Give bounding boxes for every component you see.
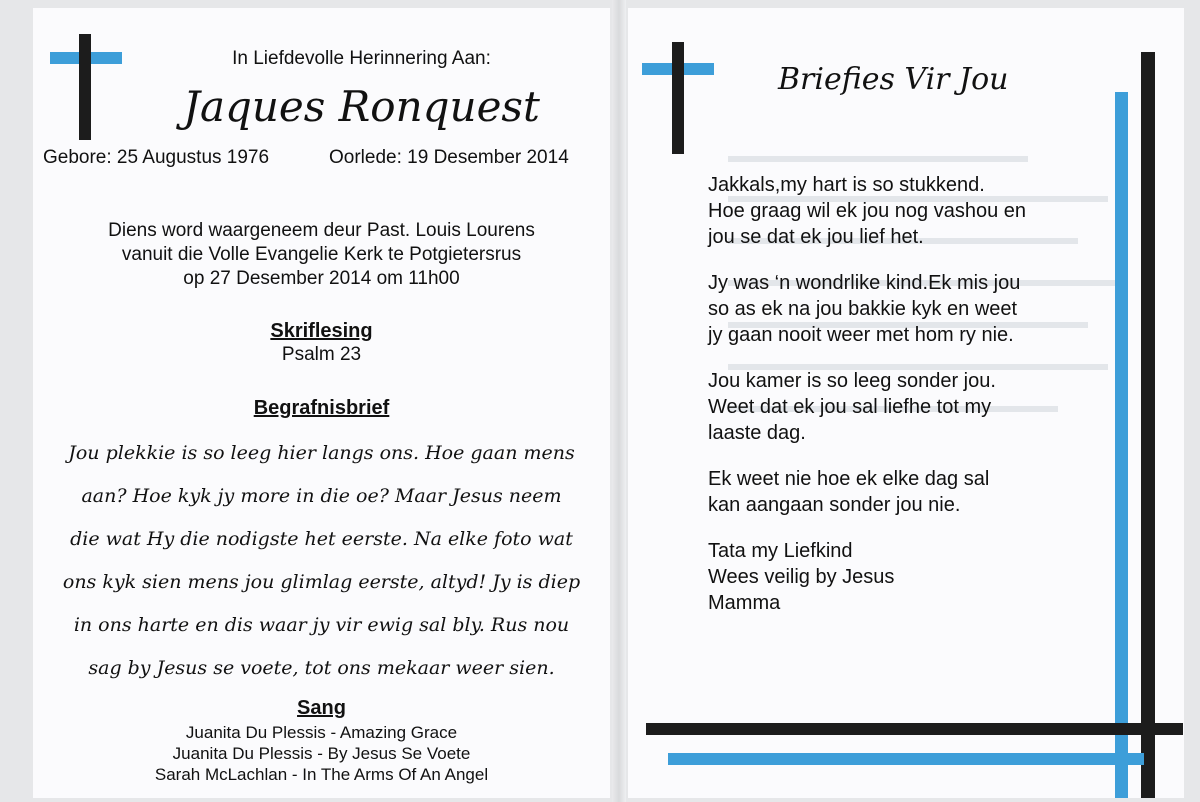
letter-line: sag by Jesus se voete, tot ons mekaar weer sien. [88,657,555,679]
songs-heading: Sang [297,697,346,719]
poem-line: so as ek na jou bakkie kyk en weet [708,298,1018,320]
frame-horizontal-blue [668,753,1144,765]
poem-line: Ek weet nie hoe ek elke dag sal [708,468,990,490]
poem-line: Weet dat ek jou sal liefhe tot my [708,396,992,418]
frame-vertical-black [1141,52,1155,798]
intro-text: In Liefdevolle Herinnering Aan: [232,48,491,69]
frame-horizontal-black [646,723,1183,735]
letter-heading: Begrafnisbrief [253,397,390,419]
songs-list [33,722,610,785]
reading-heading: Skriflesing [270,320,373,342]
frame-vertical-blue [1115,92,1128,798]
service-line: op 27 Desember 2014 om 11h00 [183,268,460,289]
born-date: Gebore: 25 Augustus 1976 [43,147,270,168]
song-item: Sarah McLachlan - In The Arms Of An Angel [154,765,489,784]
poem-line: Jakkals,my hart is so stukkend. [708,174,985,196]
poem-line: Jy was ‘n wondrlike kind.Ek mis jou [708,272,1021,294]
poem-signoff [708,538,1026,616]
died-date: Oorlede: 19 Desember 2014 [329,147,569,168]
letter-line: die wat Hy die nodigste het eerste. Na elke foto wat [70,528,573,550]
right-page-title: Briefies Vir Jou [778,62,1009,97]
letter-line: in ons harte en dis waar jy vir ewig sal bly. Rus nou [73,614,570,636]
deceased-name: Jaques Ronquest [183,82,540,131]
service-line: Diens word waargeneem deur Past. Louis Lourens [108,220,535,241]
poem-line: Wees veilig by Jesus [708,566,895,588]
memorial-card-left-page [33,8,610,798]
letter-line: Jou plekkie is so leeg hier langs ons. Hoe gaan mens [68,442,575,464]
cross-vertical-bar [672,42,684,154]
memorial-card-right-page [628,8,1184,798]
poem-line: kan aangaan sonder jou nie. [708,494,961,516]
poem-stanza [708,172,1026,250]
poem-line: jy gaan nooit weer met hom ry nie. [708,324,1014,346]
song-item: Juanita Du Plessis - Amazing Grace [185,723,458,742]
letter-line: ons kyk sien mens jou glimlag eerste, altyd! Jy is diep [62,571,581,593]
page-fold [612,0,626,802]
service-line: vanuit die Volle Evangelie Kerk te Potgietersrus [121,244,522,265]
poem [708,172,1026,616]
poem-stanza [708,368,1026,446]
service-details [33,219,610,291]
poem-line: laaste dag. [708,422,806,444]
song-item: Juanita Du Plessis - By Jesus Se Voete [172,744,471,763]
letter-text [33,432,610,690]
letter-line: aan? Hoe kyk jy more in die oe? Maar Jesus neem [81,485,562,507]
poem-line: Hoe graag wil ek jou nog vashou en [708,200,1026,222]
poem-stanza [708,466,1026,518]
poem-line: Mamma [708,592,781,614]
poem-line: jou se dat ek jou lief het. [708,226,924,248]
poem-line: Jou kamer is so leeg sonder jou. [708,370,996,392]
poem-line: Tata my Liefkind [708,540,853,562]
reading-text: Psalm 23 [281,344,362,365]
poem-stanza [708,270,1026,348]
